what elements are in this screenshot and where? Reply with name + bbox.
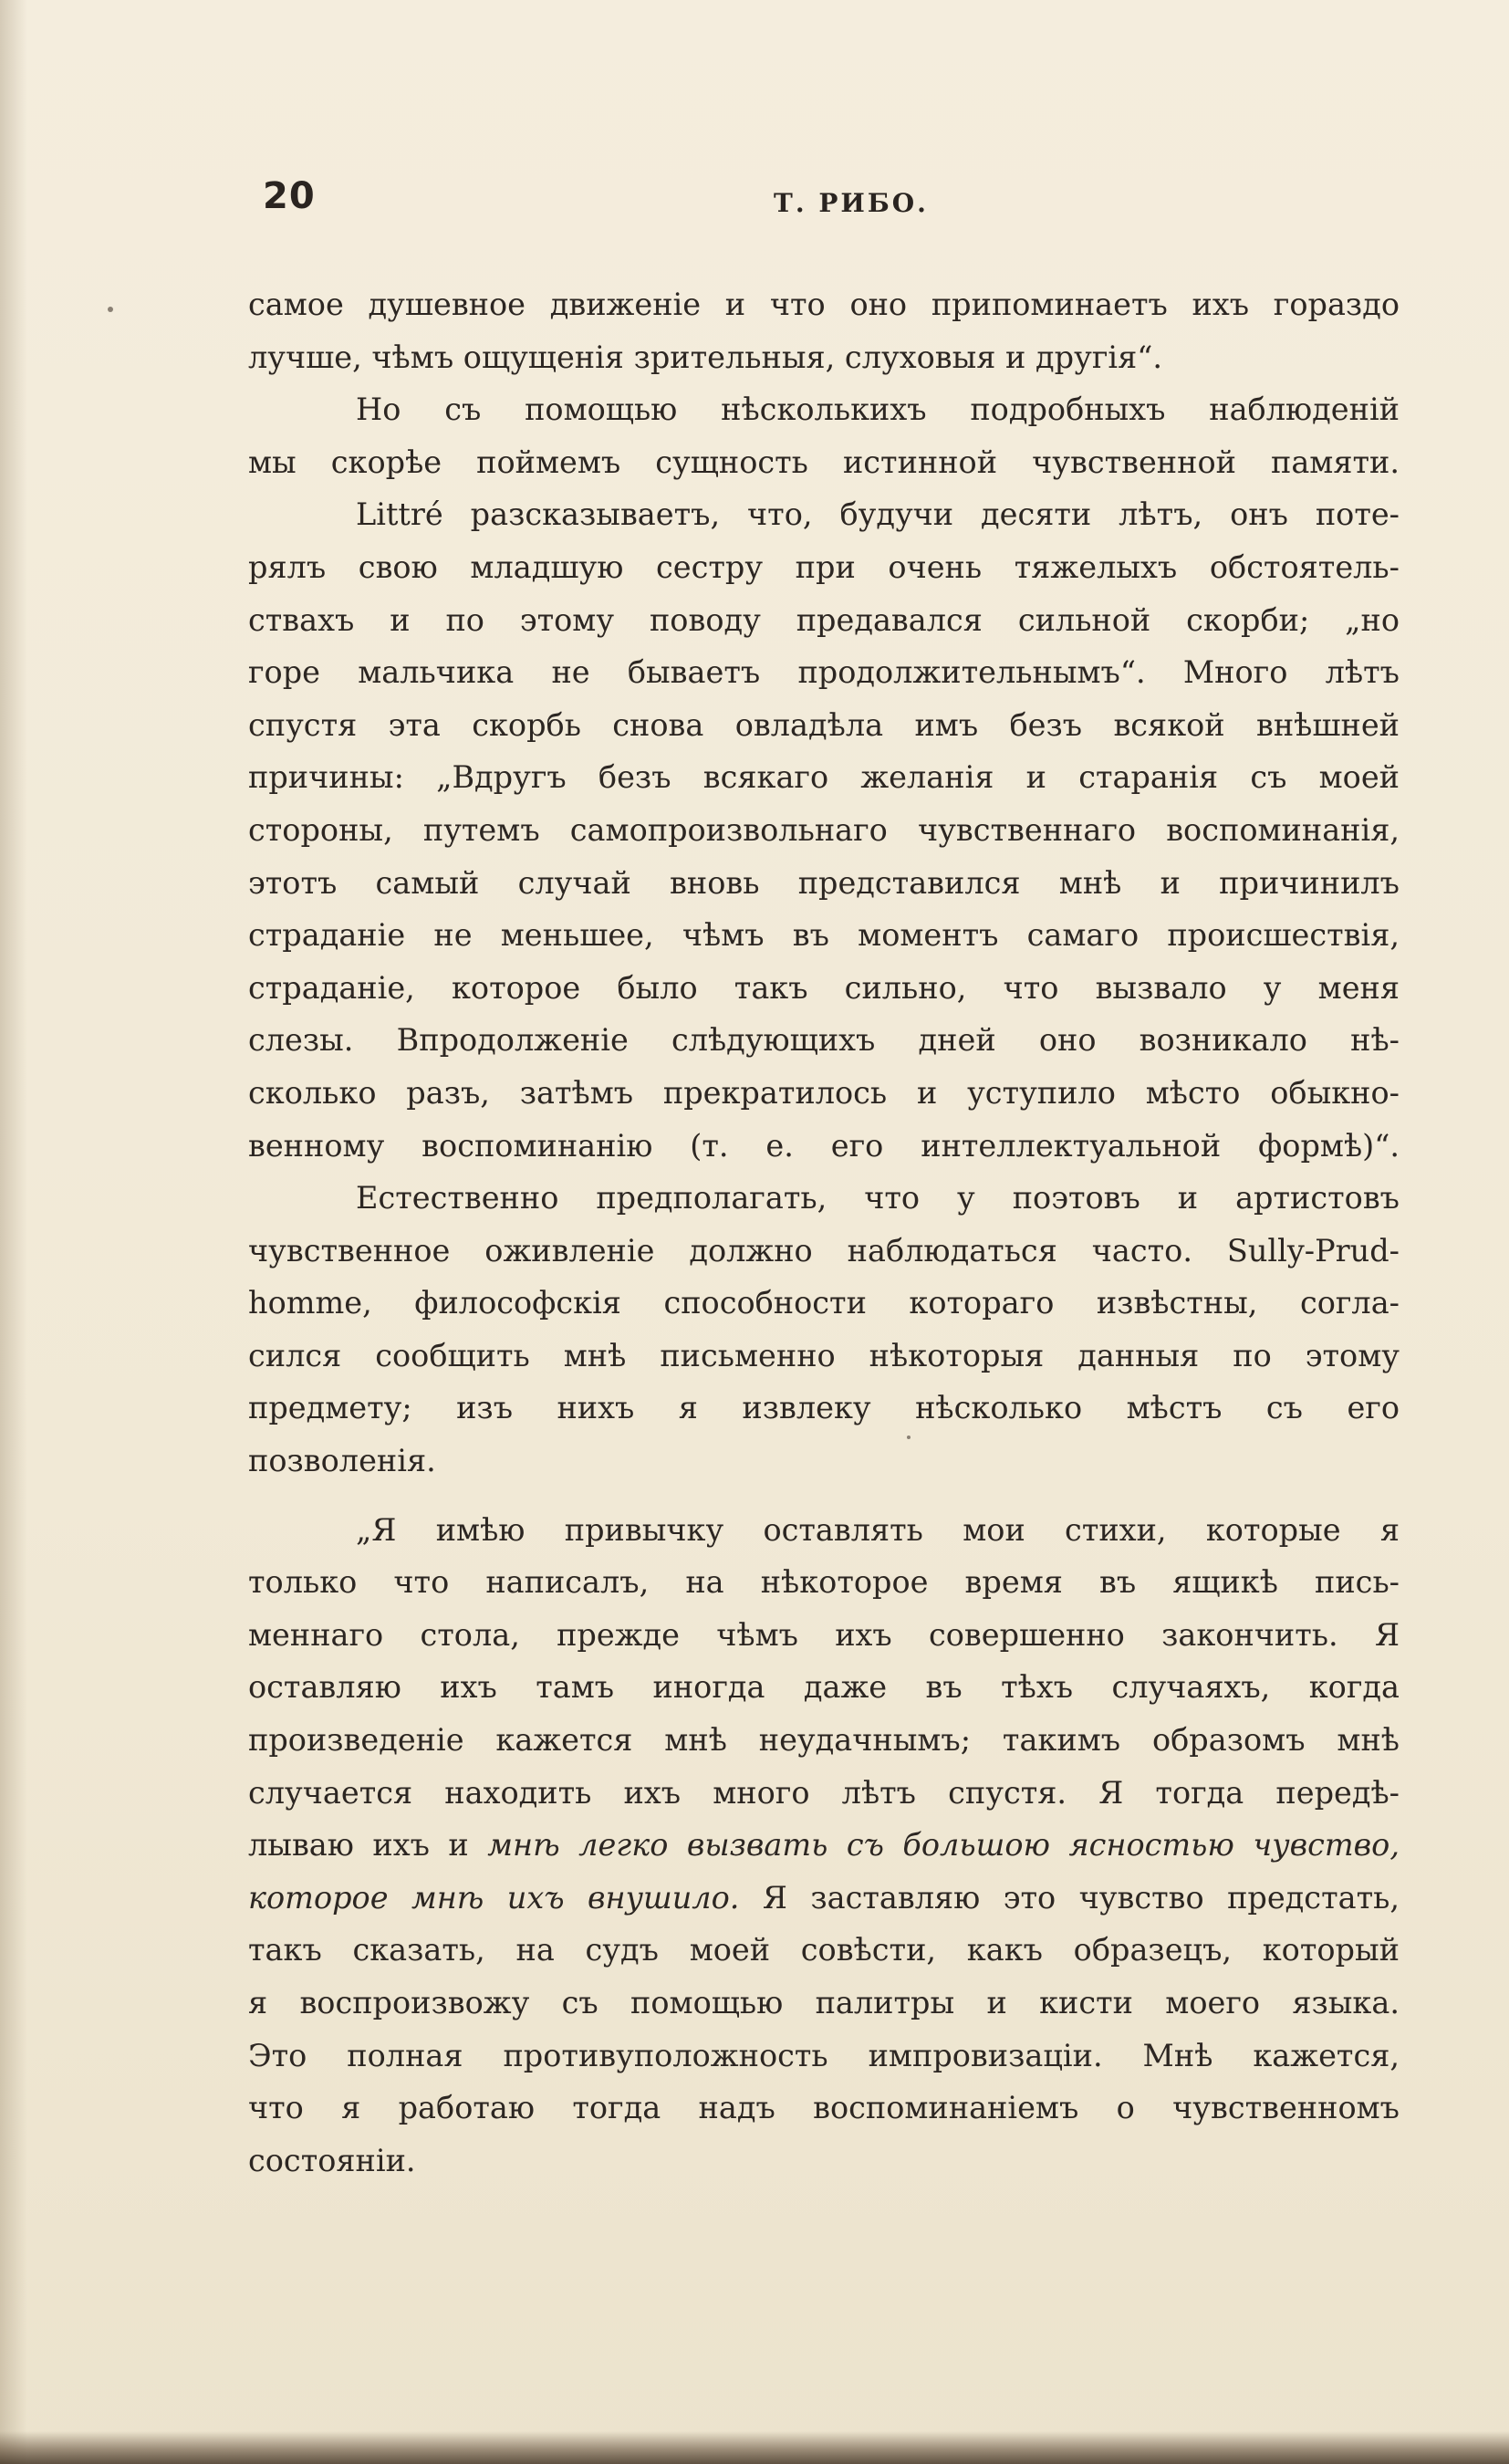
text-line: спустя эта скорбь снова овладѣла имъ безъ всякой внѣшней bbox=[248, 706, 1400, 743]
text-line: что я работаю тогда надъ воспоминаніемъ о чувственномъ bbox=[248, 2090, 1400, 2126]
paragraph-2 bbox=[248, 383, 1400, 488]
paragraph-1 bbox=[248, 278, 1400, 383]
text-line: предмету; изъ нихъ я извлеку нѣсколько мѣстъ съ его bbox=[248, 1390, 1400, 1426]
text-line: меннаго стола, прежде чѣмъ ихъ совершенно закончить. Я bbox=[248, 1616, 1400, 1653]
text-line: оставляю ихъ тамъ иногда даже въ тѣхъ случаяхъ, когда bbox=[248, 1669, 1400, 1706]
text-line: Естественно предполагать, что у поэтовъ и артистовъ bbox=[356, 1180, 1400, 1216]
text-line: самое душевное движеніе и что оно припоминаетъ ихъ гораздо bbox=[248, 287, 1400, 322]
text-line: только что написалъ, на нѣкоторое время въ ящикѣ пись- bbox=[248, 1564, 1400, 1601]
text-line: сился сообщить мнѣ письменно нѣкоторыя данныя по этому bbox=[248, 1337, 1400, 1373]
text-line: венному воспоминанію (т. е. его интеллектуальной формѣ)“. bbox=[248, 1127, 1400, 1164]
paragraph-5-quotation bbox=[248, 1504, 1400, 2187]
text-line: лучше, чѣмъ ощущенія зрительныя, слуховыя и другія“. bbox=[248, 339, 1162, 375]
page-header bbox=[263, 175, 1403, 230]
text-line: позволенія. bbox=[248, 1443, 436, 1479]
page-body bbox=[248, 278, 1400, 2187]
text-line: мы скорѣе поймемъ сущность истинной чувственной памяти. bbox=[248, 444, 1400, 480]
text-line: Littré разсказываетъ, что, будучи десяти лѣтъ, онъ поте- bbox=[356, 496, 1400, 533]
text-line: „Я имѣю привычку оставлять мои стихи, которые я bbox=[356, 1511, 1400, 1548]
text-line: рялъ свою младшую сестру при очень тяжелыхъ обстоятель- bbox=[248, 548, 1400, 585]
paragraph-3 bbox=[248, 488, 1400, 1172]
text-line: произведеніе кажется мнѣ неудачнымъ; такимъ образомъ мнѣ bbox=[248, 1722, 1400, 1759]
text-line-mixed bbox=[248, 1819, 1400, 1872]
page-bottom-edge bbox=[0, 2431, 1509, 2464]
text-segment: Я заставляю это чувство предстать, bbox=[739, 1879, 1400, 1916]
page-number: 20 bbox=[263, 175, 316, 217]
text-line: я воспроизвожу съ помощью палитры и кисти моего языка. bbox=[248, 1985, 1400, 2020]
text-line: ствахъ и по этому поводу предавался сильной скорби; „но bbox=[248, 601, 1400, 638]
text-line: слезы. Впродолженіе слѣдующихъ дней оно возникало нѣ- bbox=[248, 1022, 1400, 1059]
text-line: сколько разъ, затѣмъ прекратилось и уступило мѣсто обыкно- bbox=[248, 1074, 1400, 1111]
text-line: состояніи. bbox=[248, 2142, 416, 2178]
italic-emphasis: которое мнѣ ихъ внушило. bbox=[248, 1879, 740, 1916]
text-line: чувственное оживленіе должно наблюдаться часто. Sully-Prud- bbox=[248, 1232, 1400, 1269]
text-line: Но съ помощью нѣсколькихъ подробныхъ наблюденій bbox=[356, 392, 1400, 428]
text-line: случается находить ихъ много лѣтъ спустя. Я тогда передѣ- bbox=[248, 1774, 1400, 1811]
page-edge-shadow bbox=[0, 0, 27, 2464]
ink-speck bbox=[108, 307, 113, 312]
text-line: страданіе не меньшее, чѣмъ въ моментъ самаго происшествія, bbox=[248, 917, 1400, 954]
text-line: причины: „Вдругъ безъ всякаго желанія и старанія съ моей bbox=[248, 759, 1400, 796]
text-line-mixed bbox=[248, 1872, 1400, 1925]
text-line: homme, философскія способности котораго извѣстны, согла- bbox=[248, 1285, 1400, 1321]
text-line: этотъ самый случай вновь представился мнѣ и причинилъ bbox=[248, 864, 1400, 901]
text-line: страданіе, которое было такъ сильно, что вызвало у меня bbox=[248, 969, 1400, 1006]
italic-emphasis: мнѣ легко вызвать съ большою ясностью чувство, bbox=[487, 1827, 1400, 1864]
text-segment: лываю ихъ и bbox=[248, 1827, 488, 1864]
text-line: Это полная противуположность импровизаціи. Мнѣ кажется, bbox=[248, 2037, 1400, 2073]
paragraph-gap bbox=[248, 1488, 1400, 1504]
paragraph-4 bbox=[248, 1172, 1400, 1488]
text-line: горе мальчика не бываетъ продолжительнымъ“. Много лѣтъ bbox=[248, 654, 1400, 691]
running-head: Т. РИБО. bbox=[774, 188, 929, 218]
text-line: такъ сказать, на судъ моей совѣсти, какъ образецъ, который bbox=[248, 1932, 1400, 1968]
text-line: стороны, путемъ самопроизвольнаго чувственнаго воспоминанія, bbox=[248, 811, 1400, 848]
